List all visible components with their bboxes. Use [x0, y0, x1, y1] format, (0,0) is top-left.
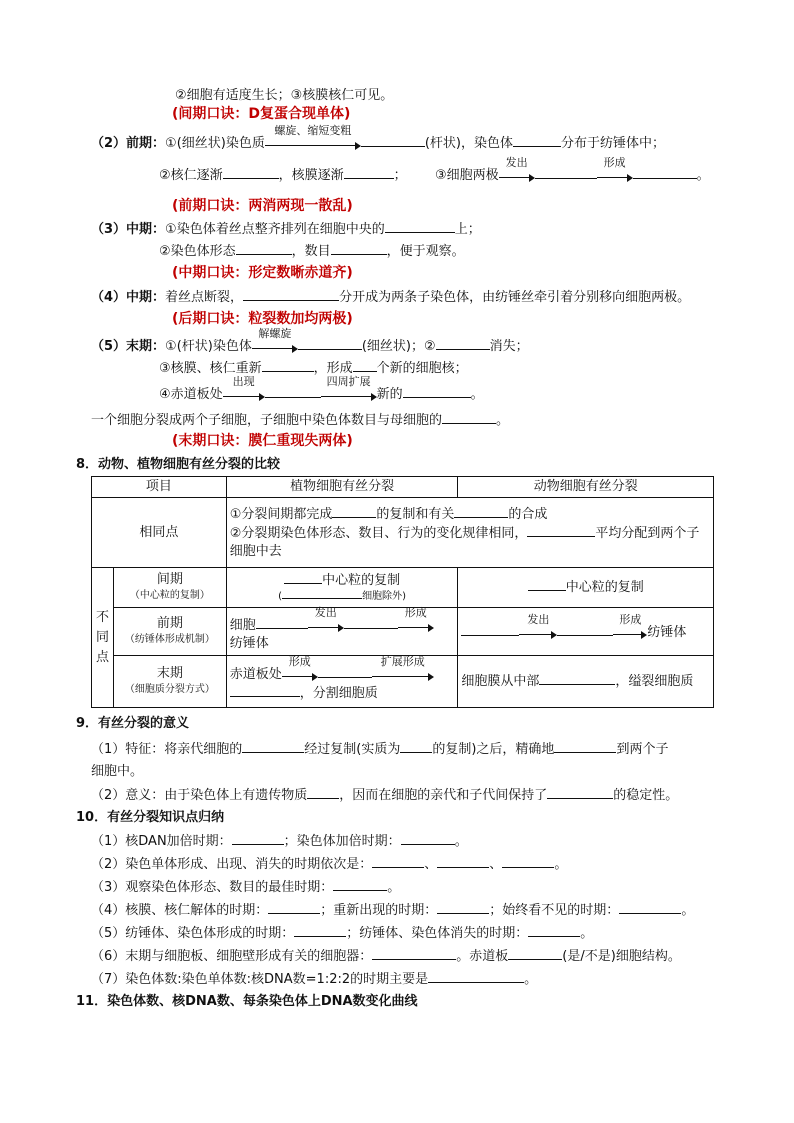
arrow-label: 发出 [527, 612, 550, 626]
text: 到两个子 [616, 742, 669, 757]
fill-blank[interactable] [385, 220, 455, 233]
telophase-mnemonic: (末期口诀：膜仁重现失两体) [172, 433, 353, 449]
fill-blank[interactable] [547, 786, 613, 799]
text: 分开成为两条子染色体，由纺锤丝牵引着分别移向细胞两极。 [339, 290, 691, 305]
text: 。 [554, 857, 568, 872]
text: ④赤道板处 [159, 387, 223, 402]
fill-blank[interactable] [513, 134, 561, 147]
text: （1）核DAN加倍时期： [91, 834, 232, 849]
text: 中心粒的复制 [322, 572, 401, 588]
text: 着丝点断裂， [165, 290, 244, 305]
text: （5）纺锤体、染色体形成的时期： [91, 926, 295, 941]
text: (是/不是)细胞结构。 [562, 949, 681, 964]
row-sublabel: （中心粒的复制） [129, 589, 210, 601]
fill-blank[interactable] [400, 740, 432, 753]
pro-plant [226, 605, 458, 656]
text: （4）核膜、核仁解体的时期： [91, 903, 269, 918]
text: 一个细胞分裂成两个子细胞，子细胞中染色体数目与母细胞的 [91, 413, 443, 428]
fill-blank[interactable] [284, 571, 322, 584]
text: 细胞 [229, 617, 256, 633]
text: ，分割细胞质 [299, 686, 378, 701]
text: （7）染色体数:染色单体数:核DNA数=1:2:2的时期主要是 [91, 972, 429, 987]
interphase-features: ②细胞有适度生长；③核膜核仁可见。 [175, 88, 394, 103]
fill-blank[interactable] [331, 242, 387, 255]
diff-label [92, 568, 114, 708]
text: （6）末期与细胞板、细胞壁形成有关的细胞器： [91, 949, 373, 964]
arrow-label: 形成 [619, 612, 642, 626]
text: ；重新出现的时期： [320, 903, 438, 918]
row-sublabel: （细胞质分裂方式） [124, 683, 215, 695]
text: 的合成 [508, 506, 548, 522]
text: (杆状)，染色体 [424, 136, 514, 151]
text: 。 [470, 387, 484, 402]
row-label: 前期 [156, 615, 183, 631]
arrow [308, 605, 344, 629]
text: 的复制)之后，精确地 [432, 742, 555, 757]
metaphase-line-2 [159, 242, 465, 261]
row-label: 末期 [156, 665, 183, 681]
arrow-label: 四周扩展 [326, 375, 371, 388]
fill-blank[interactable] [454, 505, 508, 518]
arrow-label: 形成 [603, 156, 626, 169]
text: ②染色体形态 [159, 244, 236, 259]
text: 。赤道板 [456, 949, 509, 964]
arrow [223, 375, 265, 398]
text: 。 [454, 834, 468, 849]
arrow [321, 375, 377, 398]
text: 上； [454, 222, 481, 237]
fill-blank[interactable] [372, 947, 456, 960]
fill-blank[interactable] [268, 901, 320, 914]
text: ③细胞两极 [434, 168, 499, 183]
fill-blank[interactable] [403, 385, 471, 398]
telophase-label: （5）末期： [91, 339, 166, 354]
fill-blank[interactable] [437, 855, 489, 868]
arrow [597, 156, 633, 179]
fill-blank[interactable] [232, 832, 284, 845]
arrow-label: 形成 [288, 655, 311, 668]
text: 。 [580, 926, 594, 941]
text: 纺锤体 [647, 624, 687, 640]
arrow-label: 发出 [314, 605, 337, 619]
inter-plant: 中心粒的复制 ( 细胞除外) [226, 568, 458, 608]
arrow-label: 出现 [232, 375, 255, 388]
fill-blank[interactable] [294, 924, 346, 937]
fill-blank[interactable] [256, 616, 308, 629]
telo-plant [226, 656, 458, 708]
text: （1）特征：将亲代细胞的 [91, 742, 243, 757]
row-label: 间期 [156, 571, 183, 587]
section-11-title: 11．染色体数、核DNA数、每条染色体上DNA数变化曲线 [76, 994, 418, 1009]
fill-blank[interactable] [436, 337, 490, 350]
fill-blank[interactable] [428, 970, 524, 983]
text: ①染色体着丝点整齐排列在细胞中央的 [165, 222, 385, 237]
fill-blank[interactable] [344, 616, 398, 629]
fill-blank[interactable] [223, 166, 279, 179]
pro-animal [458, 608, 714, 656]
fill-blank[interactable] [282, 589, 362, 599]
fill-blank[interactable] [332, 505, 376, 518]
text: 分布于纺锤体中； [561, 136, 666, 151]
fill-blank[interactable] [242, 740, 304, 753]
prophase-line-1 [91, 124, 666, 153]
fill-blank[interactable] [401, 832, 455, 845]
text: 。 [496, 413, 510, 428]
section-9-line-1 [91, 740, 668, 759]
text: （2）意义：由于染色体上有遗传物质 [91, 788, 308, 803]
fill-blank[interactable] [442, 411, 496, 424]
fill-blank[interactable] [344, 166, 394, 179]
telo-animal [458, 656, 714, 708]
fill-blank[interactable] [353, 359, 377, 372]
text: 的复制和有关 [376, 506, 455, 522]
prophase-mnemonic: (前期口诀：两消两现一散乱) [172, 198, 353, 214]
telophase-summary [91, 411, 509, 430]
arrow-label: 螺旋、缩短变粗 [274, 124, 352, 137]
text: ； [393, 168, 407, 183]
comparison-table [91, 476, 714, 708]
text: ①分裂间期都完成 [229, 506, 333, 522]
anaphase-label: （4）中期： [91, 290, 166, 305]
fill-blank[interactable] [307, 786, 339, 799]
fill-blank[interactable] [461, 623, 519, 636]
section-9-line-2 [91, 786, 678, 805]
same-label: 相同点 [92, 498, 227, 568]
text: ，缢裂细胞质 [615, 674, 694, 689]
diff-label-text: 不同点 [95, 609, 109, 665]
fill-blank[interactable] [508, 947, 562, 960]
fill-blank[interactable] [265, 385, 321, 398]
fill-blank[interactable] [298, 337, 362, 350]
text: 平均分配到两个子细胞中去 [229, 525, 700, 559]
text: ，因而在细胞的亲代和子代间保持了 [339, 788, 548, 803]
anaphase-line-1 [91, 288, 690, 307]
table-header: 项目 [92, 477, 227, 498]
metaphase-line-1 [91, 220, 481, 239]
text: 经过复制(实质为 [304, 742, 401, 757]
arrow [398, 605, 434, 629]
text: 。 [524, 972, 538, 987]
fill-blank[interactable] [236, 242, 292, 255]
section-10-line-4 [91, 901, 694, 920]
text: 赤道板处 [229, 667, 282, 682]
section-9-title: 9．有丝分裂的意义 [76, 716, 190, 731]
metaphase-mnemonic: (中期口诀：形定数晰赤道齐) [172, 265, 353, 281]
fill-blank[interactable] [535, 166, 597, 179]
text: 新的 [376, 387, 403, 402]
section-10-line-2 [91, 855, 567, 874]
section-10-line-1 [91, 832, 468, 851]
section-8-title: 8．动物、植物细胞有丝分裂的比较 [76, 457, 281, 472]
arrow [282, 655, 318, 678]
arrow-label: 扩展形成 [380, 655, 425, 668]
anaphase-mnemonic: (后期口诀：粒裂数加均两极) [172, 311, 353, 327]
text: ③核膜、核仁重新 [159, 361, 262, 376]
fill-blank[interactable] [528, 924, 580, 937]
fill-blank[interactable] [539, 672, 615, 685]
fill-blank[interactable] [230, 684, 300, 697]
text: ②分裂期染色体形态、数目、行为的变化规律相同， [229, 525, 528, 541]
fill-blank[interactable] [633, 166, 697, 179]
text: ②核仁逐渐 [159, 168, 223, 183]
fill-blank[interactable] [619, 901, 681, 914]
prophase-label: （2）前期： [91, 136, 166, 151]
text: 、 [489, 857, 503, 872]
fill-blank[interactable] [262, 359, 314, 372]
arrow [613, 612, 647, 636]
text: ，形成 [313, 361, 353, 376]
fill-blank[interactable] [502, 855, 554, 868]
text: ①(细丝状)染色质 [165, 136, 265, 151]
fill-blank[interactable] [527, 524, 595, 537]
fill-blank[interactable] [557, 623, 613, 636]
section-10-title: 10．有丝分裂知识点归纳 [76, 810, 225, 825]
row-sublabel: （纺锤体形成机制） [124, 633, 215, 645]
arrow [252, 327, 298, 350]
text: （3）观察染色体形态、数目的最佳时期： [91, 880, 334, 895]
pro-label-cell [113, 608, 226, 656]
text: ；染色体加倍时期： [283, 834, 401, 849]
fill-blank[interactable] [554, 740, 616, 753]
same-content [226, 498, 713, 568]
fill-blank[interactable] [437, 901, 489, 914]
text: ，数目 [291, 244, 331, 259]
fill-blank[interactable] [372, 855, 424, 868]
interphase-mnemonic: (间期口诀：D复蛋合现单体) [172, 106, 351, 122]
fill-blank[interactable] [243, 288, 339, 301]
text: ①(杆状)染色体 [165, 339, 252, 354]
inter-animal [458, 568, 714, 608]
fill-blank[interactable] [333, 878, 387, 891]
text: 个新的细胞核； [376, 361, 468, 376]
inter-label-cell [113, 568, 226, 608]
text: (细丝状)；② [361, 339, 436, 354]
telophase-line-1 [91, 327, 529, 356]
section-10-line-3 [91, 878, 400, 897]
text: 细胞膜从中部 [461, 674, 540, 689]
arrow [265, 124, 361, 147]
table-header: 植物细胞有丝分裂 [226, 477, 458, 498]
text: ；纺锤体、染色体消失的时期： [346, 926, 529, 941]
section-9-line-1b: 细胞中。 [91, 764, 144, 779]
text: 纺锤体 [229, 635, 269, 651]
arrow-label: 发出 [505, 156, 528, 169]
section-10-line-5 [91, 924, 593, 943]
text: 的稳定性。 [613, 788, 679, 803]
section-10-line-7 [91, 970, 537, 989]
telophase-line-3 [159, 375, 484, 404]
text: ，核膜逐渐 [278, 168, 344, 183]
arrow [499, 156, 535, 179]
text: 。 [387, 880, 401, 895]
telo-label-cell [113, 656, 226, 708]
metaphase-label: （3）中期： [91, 222, 166, 237]
arrow [372, 655, 434, 678]
telophase-line-2 [159, 359, 468, 378]
text: 。 [681, 903, 695, 918]
fill-blank[interactable] [361, 134, 425, 147]
fill-blank[interactable] [528, 578, 566, 591]
text: ，便于观察。 [386, 244, 465, 259]
table-header: 动物细胞有丝分裂 [458, 477, 714, 498]
arrow [519, 612, 557, 636]
text: 中心粒的复制 [565, 580, 644, 595]
text: 细胞除外 [362, 590, 403, 602]
text: ；始终看不见的时期： [489, 903, 620, 918]
arrow-label: 形成 [404, 605, 427, 619]
text: 。 [696, 168, 710, 183]
arrow-label: 解螺旋 [258, 327, 292, 340]
text: 消失； [489, 339, 529, 354]
section-10-line-6 [91, 947, 681, 966]
prophase-line-2 [159, 156, 710, 185]
text: 、 [424, 857, 438, 872]
text: （2）染色单体形成、出现、消失的时期依次是： [91, 857, 373, 872]
fill-blank[interactable] [318, 665, 372, 678]
